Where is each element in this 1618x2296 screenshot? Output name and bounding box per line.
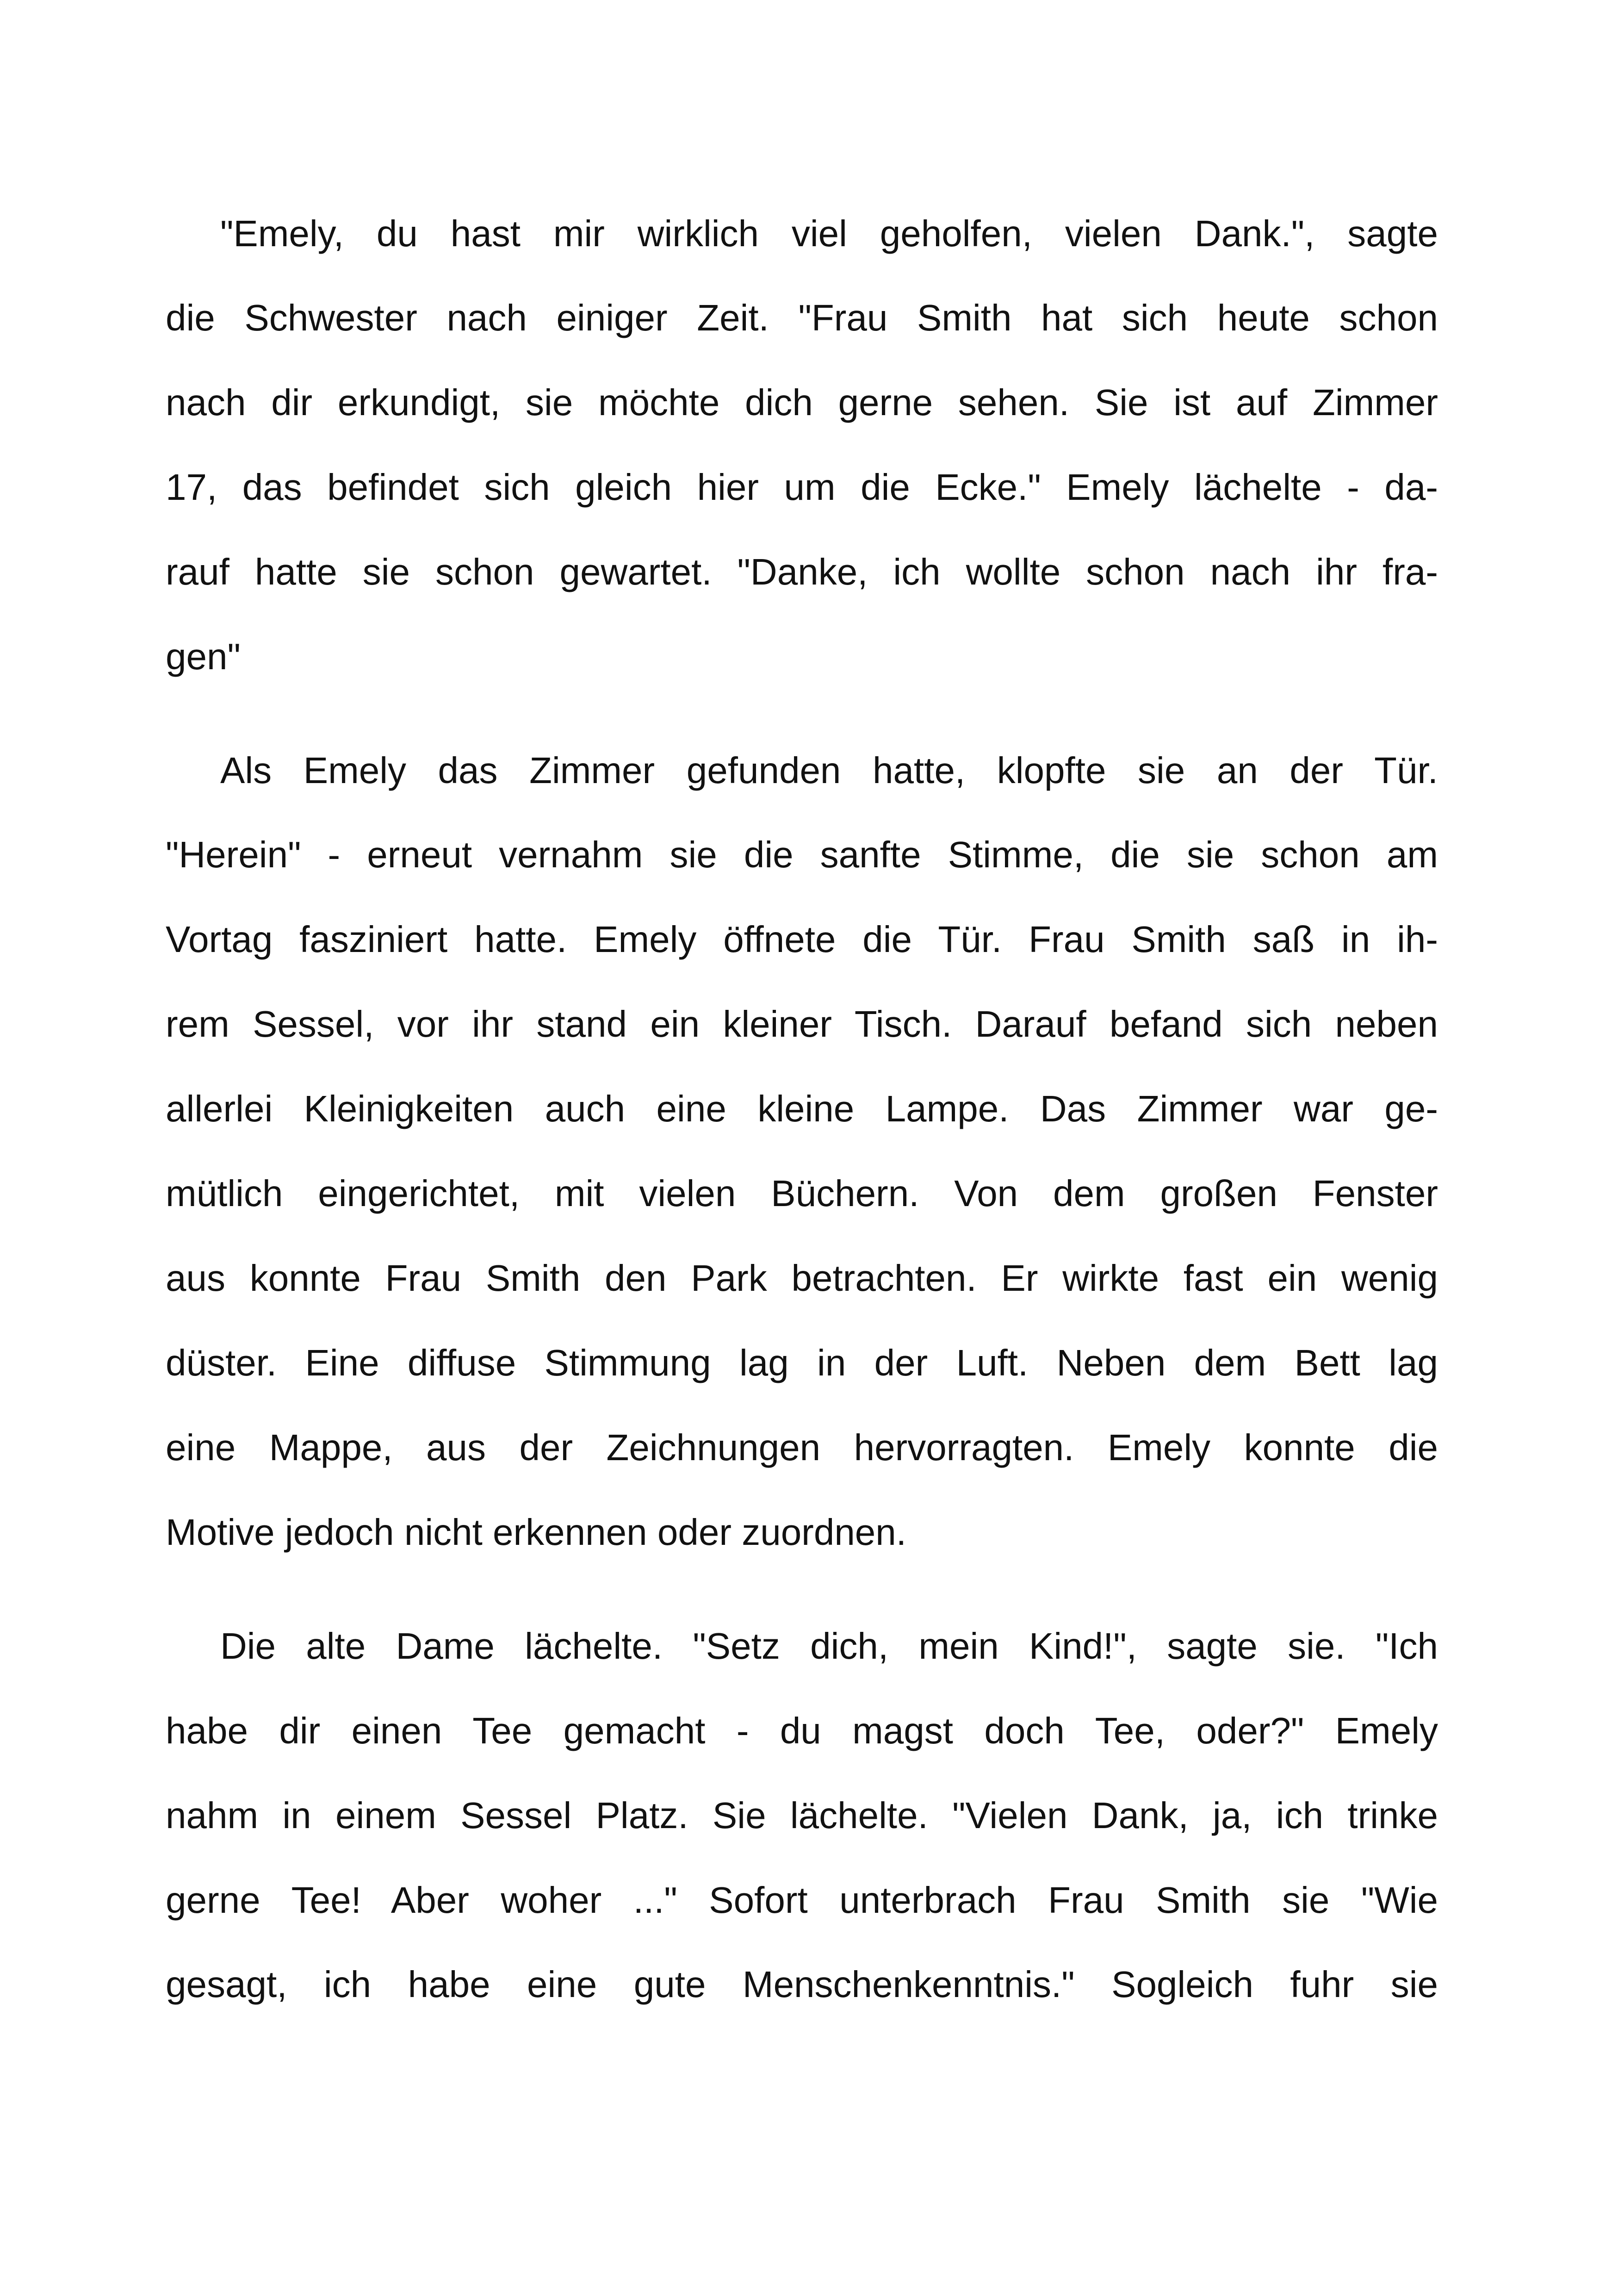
paragraph-1-line-3: nach dir erkundigt, sie möchte dich gerne sehen. Sie ist auf Zimmer <box>166 382 1438 423</box>
paragraph-2-line-10: Motive jedoch nicht erkennen oder zuordnen. <box>166 1512 907 1553</box>
paragraph-3-line-2: habe dir einen Tee gemacht - du magst doch Tee, oder?" Emely <box>166 1710 1438 1751</box>
paragraph-3-line-1: Die alte Dame lächelte. "Setz dich, mein Kind!", sagte sie. "Ich <box>220 1625 1438 1667</box>
paragraph-1-line-2: die Schwester nach einiger Zeit. "Frau Smith hat sich heute schon <box>166 297 1438 338</box>
paragraph-3-line-3: nahm in einem Sessel Platz. Sie lächelte. "Vielen Dank, ja, ich trinke <box>166 1795 1438 1836</box>
paragraph-2-line-7: aus konnte Frau Smith den Park betrachten. Er wirkte fast ein wenig <box>166 1257 1438 1299</box>
paragraph-2-line-3: Vortag fasziniert hatte. Emely öffnete die Tür. Frau Smith saß in ih- <box>166 919 1438 960</box>
paragraph-2-line-1: Als Emely das Zimmer gefunden hatte, klopfte sie an der Tür. <box>220 750 1438 791</box>
paragraph-2-line-8: düster. Eine diffuse Stimmung lag in der Luft. Neben dem Bett lag <box>166 1342 1438 1383</box>
paragraph-1-line-6: gen" <box>166 636 241 677</box>
paragraph-1-line-1: "Emely, du hast mir wirklich viel geholfen, vielen Dank.", sagte <box>220 213 1438 254</box>
paragraph-2-line-2: "Herein" - erneut vernahm sie die sanfte Stimme, die sie schon am <box>166 834 1438 875</box>
paragraph-3-line-4: gerne Tee! Aber woher ..." Sofort unterbrach Frau Smith sie "Wie <box>166 1879 1438 1921</box>
paragraph-2-line-6: mütlich eingerichtet, mit vielen Büchern. Von dem großen Fenster <box>166 1173 1438 1214</box>
paragraph-1-line-4: 17, das befindet sich gleich hier um die Ecke." Emely lächelte - da- <box>166 467 1438 508</box>
paragraph-2-line-4: rem Sessel, vor ihr stand ein kleiner Tisch. Darauf befand sich neben <box>166 1003 1438 1045</box>
paragraph-2-line-5: allerlei Kleinigkeiten auch eine kleine Lampe. Das Zimmer war ge- <box>166 1088 1438 1129</box>
paragraph-3-line-5: gesagt, ich habe eine gute Menschenkenntnis." Sogleich fuhr sie <box>166 1964 1438 2005</box>
paragraph-2-line-9: eine Mappe, aus der Zeichnungen hervorragten. Emely konnte die <box>166 1427 1438 1468</box>
paragraph-1-line-5: rauf hatte sie schon gewartet. "Danke, ich wollte schon nach ihr fra- <box>166 551 1438 592</box>
